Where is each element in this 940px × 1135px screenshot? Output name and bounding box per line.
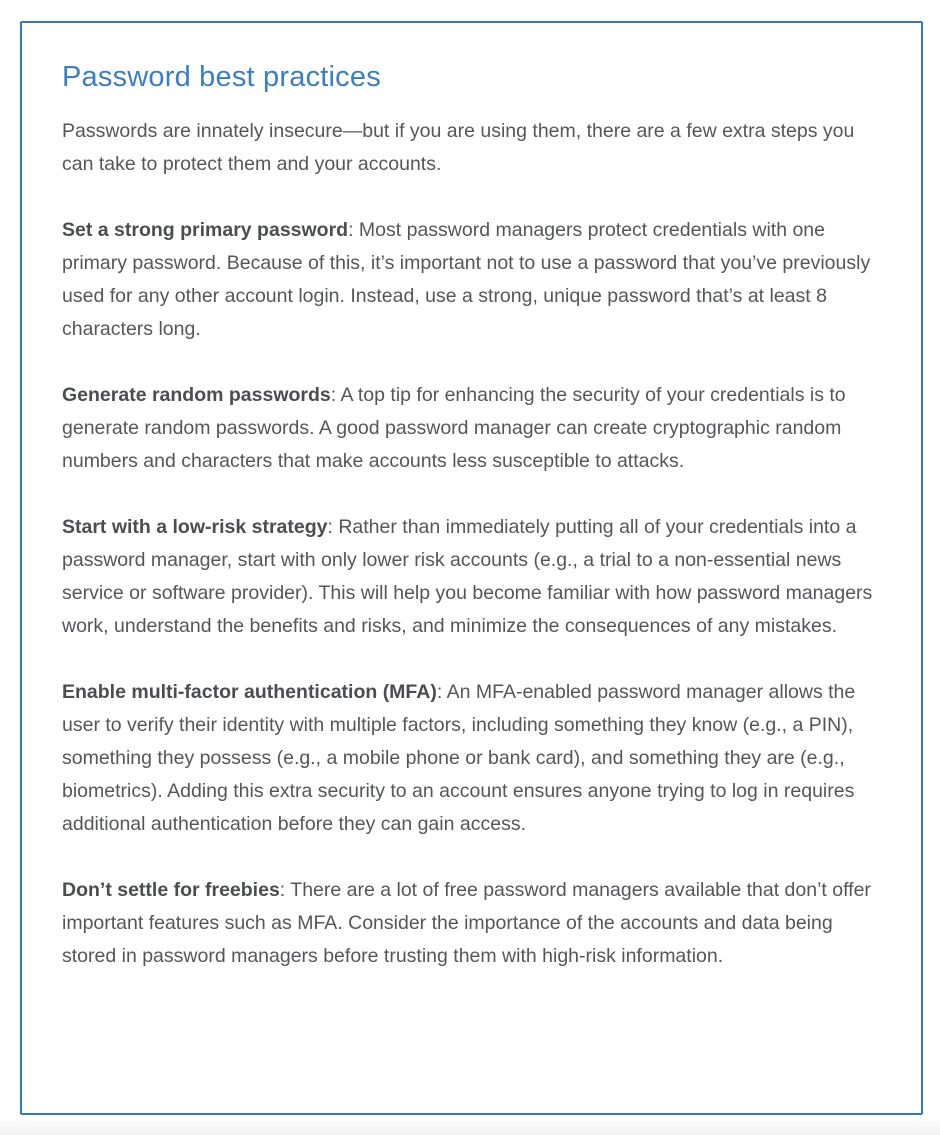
tip-paragraph-generate-random-passwords xyxy=(62,379,881,478)
page-background-strip xyxy=(0,1120,940,1135)
page-title: Password best practices xyxy=(62,61,381,93)
tip-label: Generate random passwords xyxy=(62,384,331,406)
tip-paragraph-strong-primary-password xyxy=(62,214,881,346)
tip-text: : A top tip for enhancing the security of your credentials is to generate random passwords. A good password manager can create cryptographic random numbers and characters that make accounts less susceptible to attacks. xyxy=(62,384,846,472)
tip-text: : Rather than immediately putting all of your credentials into a password manager, start with only lower risk accounts (e.g., a trial to a non-essential news service or software provider). This will help you become familiar with how password managers work, understand the benefits and risks, and minimize the consequences of any mistakes. xyxy=(62,516,873,637)
tip-text: : Most password managers protect credentials with one primary password. Because of this, it’s important not to use a password that you’ve previously used for any other account login. Instead, use a strong, unique password that’s at least 8 characters long. xyxy=(62,219,871,340)
password-best-practices-card xyxy=(20,21,923,1115)
tip-paragraph-low-risk-strategy xyxy=(62,511,881,643)
tip-text: : There are a lot of free password managers available that don’t offer important features such as MFA. Consider the importance of the accounts and data being stored in password managers before trusting them with high-risk information. xyxy=(62,879,871,967)
tip-text: : An MFA-enabled password manager allows the user to verify their identity with multiple factors, including something they know (e.g., a PIN), something they possess (e.g., a mobile phone or bank card), and something they are (e.g., biometrics). Adding this extra security to an account ensures anyone trying to log in requires additional authentication before they can gain access. xyxy=(62,681,856,835)
tip-paragraph-dont-settle-for-freebies xyxy=(62,874,881,973)
tip-paragraph-enable-mfa xyxy=(62,676,881,841)
tip-label: Set a strong primary password xyxy=(62,219,349,241)
tip-label: Don’t settle for freebies xyxy=(62,879,280,901)
intro-paragraph: Passwords are innately insecure—but if you are using them, there are a few extra steps you can take to protect them and your accounts. xyxy=(62,120,855,175)
tip-label: Start with a low-risk strategy xyxy=(62,516,328,538)
tip-label: Enable multi-factor authentication (MFA) xyxy=(62,681,437,703)
